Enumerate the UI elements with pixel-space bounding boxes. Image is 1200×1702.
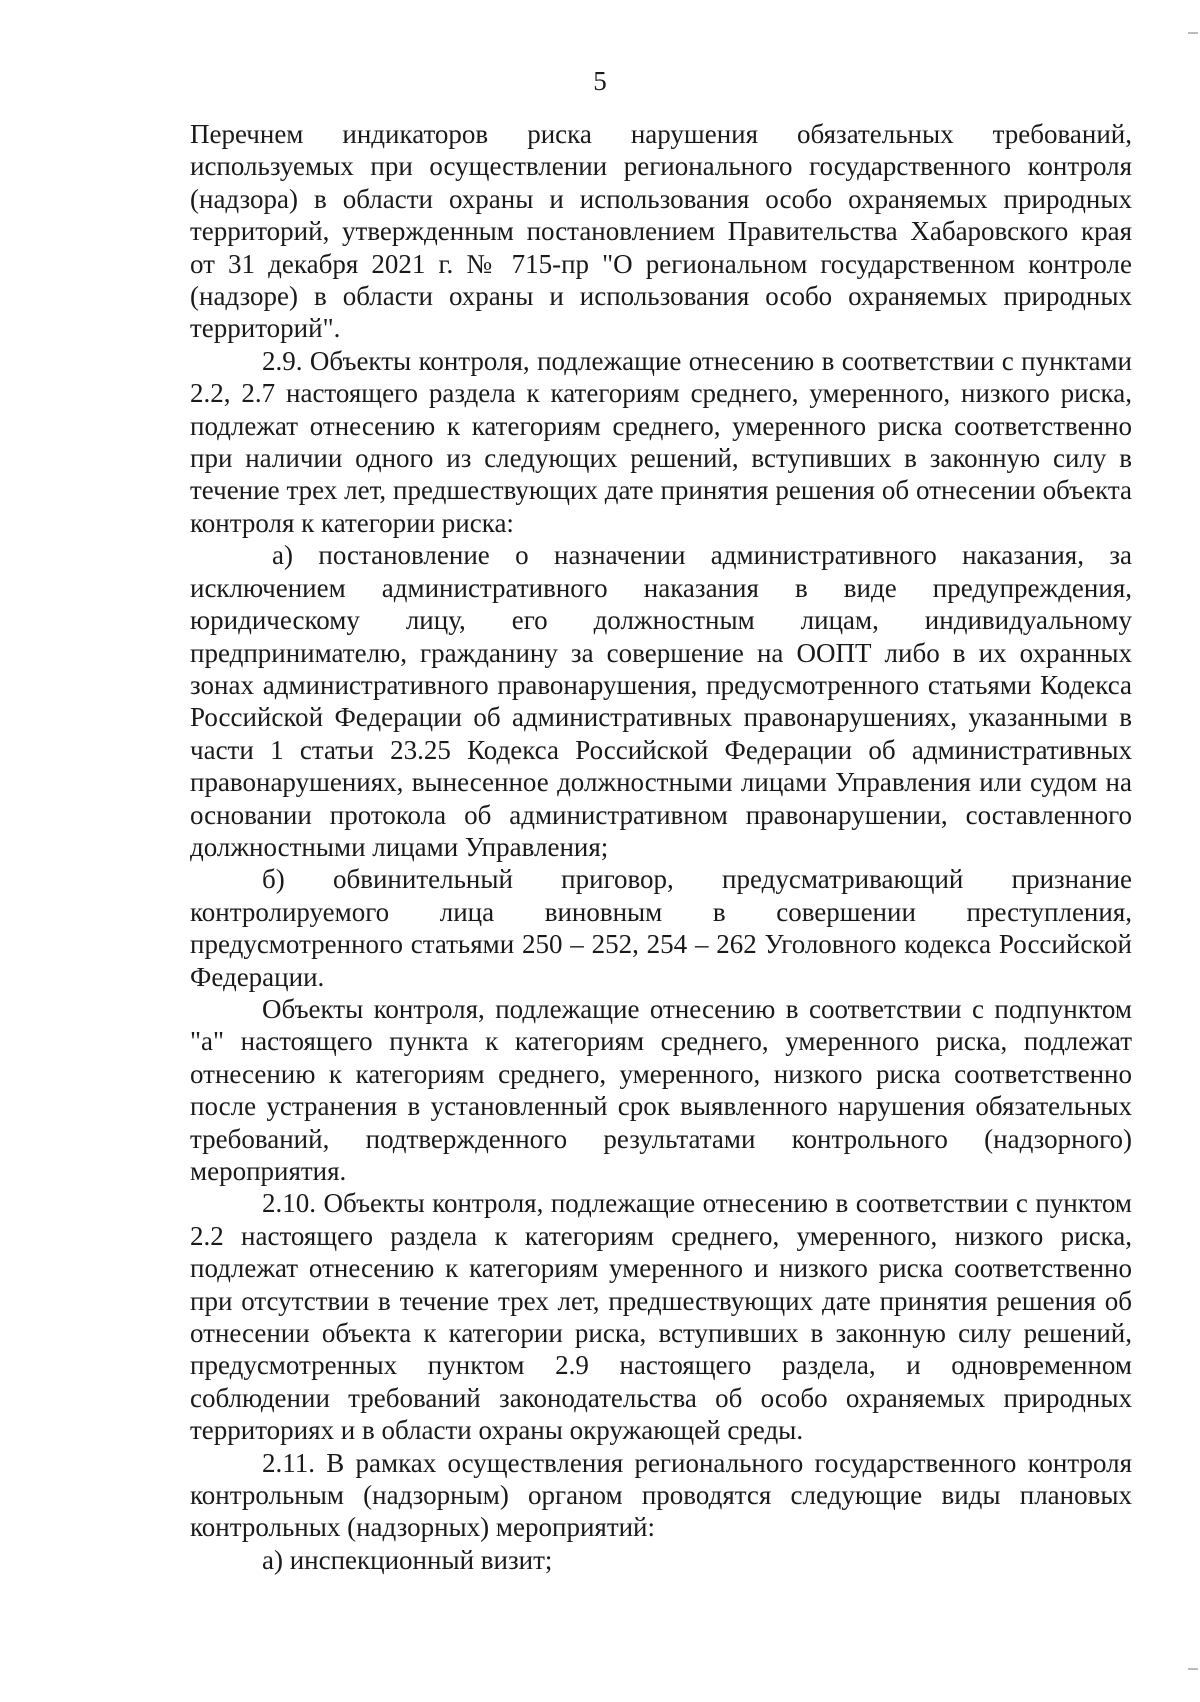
paragraph-2-11-a: а) инспекционный визит;	[262, 1544, 553, 1575]
scan-edge-mark	[1188, 32, 1198, 34]
scan-edge-mark	[1188, 1668, 1198, 1670]
paragraph-2-10: 2.10. Объекты контроля, подлежащие отнесению в соответствии с пунктом 2.2 настоящего раздела к категориям среднего, умеренного, низкого риска, подлежат отнесению к категориям умеренного и низкого риска соответственно при отсутствии в течение трех лет, предшествующих дате принятия решения об отнесении объекта к категории риска, вступивших в законную силу решений, предусмотренных пунктом 2.9 настоящего раздела, и одновременном соблюдении требований законодательства об особо охраняемых природных территориях и в области охраны окружающей среды.	[190, 1188, 1132, 1446]
paragraph-continuation: Перечнем индикаторов риска нарушения обязательных требований, используемых при осуществлении регионального государственного контроля (надзора) в области охраны и использования особо охраняемых природных территорий, утвержденным постановлением Правительства Хабаровского края от 31 декабря 2021 г. № 715-пр "О региональном государственном контроле (надзоре) в области охраны и использования особо охраняемых природных территорий".	[190, 119, 1132, 344]
document-body	[190, 118, 1132, 1576]
paragraph-2-9: 2.9. Объекты контроля, подлежащие отнесению в соответствии с пунктами 2.2, 2.7 настоящего раздела к категориям среднего, умеренного, низкого риска, подлежат отнесению к категориям среднего, умеренного риска соответственно при наличии одного из следующих решений, вступивших в законную силу в течение трех лет, предшествующих дате принятия решения об отнесении объекта контроля к категории риска:	[190, 345, 1132, 538]
paragraph-2-9-a: а) постановление о назначении административного наказания, за исключением административного наказания в виде предупреждения, юридическому лицу, его должностным лицам, индивидуальному предпринимателю, гражданину за совершение на ООПТ либо в их охранных зонах административного правонарушения, предусмотренного статьями Кодекса Российской Федерации об административных правонарушениях, указанными в части 1 статьи 23.25 Кодекса Российской Федерации об административных правонарушениях, вынесенное должностными лицами Управления или судом на основании протокола об административном правонарушении, составленного должностными лицами Управления;	[190, 540, 1132, 862]
paragraph-2-11: 2.11. В рамках осуществления регионального государственного контроля контрольным (надзорным) органом проводятся следующие виды плановых контрольных (надзорных) мероприятий:	[190, 1447, 1132, 1543]
paragraph-2-9-b: б) обвинительный приговор, предусматривающий признание контролируемого лица виновным в совершении преступления, предусмотренного статьями 250 – 252, 254 – 262 Уголовного кодекса Российской Федерации.	[190, 864, 1132, 992]
page-number: 5	[593, 66, 607, 96]
paragraph-objects-note: Объекты контроля, подлежащие отнесению в соответствии с подпунктом "а" настоящего пункта к категориям среднего, умеренного риска, подлежат отнесению к категориям среднего, умеренного, низкого риска соответственно после устранения в установленный срок выявленного нарушения обязательных требований, подтвержденного результатами контрольного (надзорного) мероприятия.	[190, 993, 1132, 1186]
